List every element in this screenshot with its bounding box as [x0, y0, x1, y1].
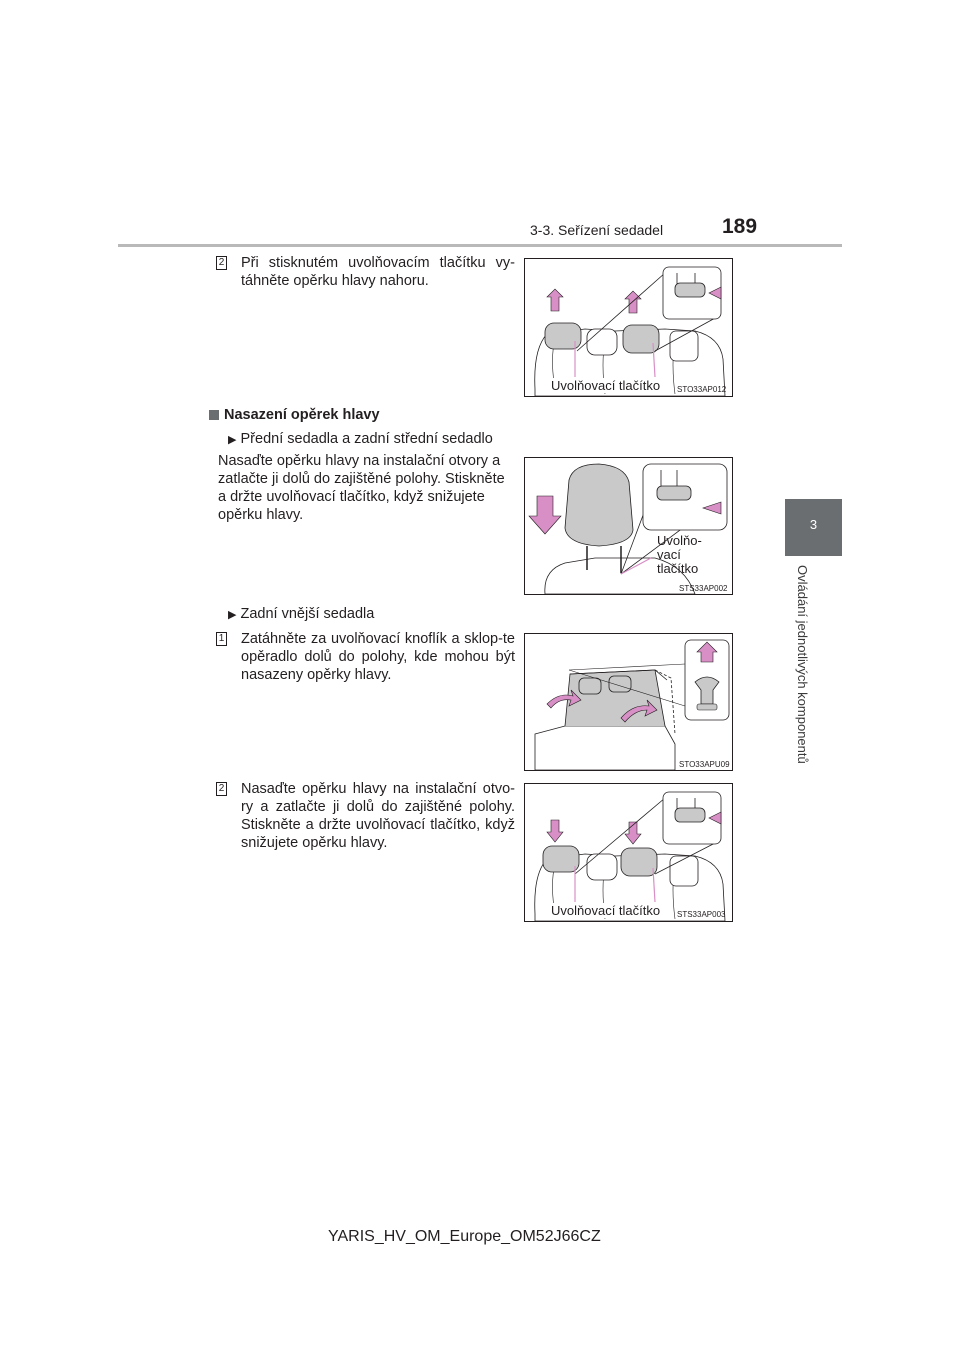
figure-caption: Uvolňovací tlačítko — [551, 903, 661, 918]
step-number-box: 2 — [216, 782, 227, 796]
step-text: Zatáhněte za uvolňovací knoflík a sklop-te opěradlo dolů do polohy, kde mohou být nasazeny opěrky hlavy. — [241, 631, 515, 683]
square-bullet-icon — [209, 410, 219, 420]
section-heading — [209, 407, 380, 423]
chapter-tab — [785, 499, 842, 556]
bullet-rear-seats — [228, 605, 374, 624]
triangle-bullet-icon: ▶ — [228, 434, 237, 446]
step-text: Při stisknutém uvolňovacím tlačítku vy-táhněte opěrku hlavy nahoru. — [241, 255, 515, 289]
figure-front-seat-install — [524, 457, 733, 595]
section-title: 3-3. Seřízení sedadel — [530, 222, 664, 238]
figure-code: STS33AP002 — [679, 584, 728, 593]
page-number: 189 — [722, 215, 758, 238]
figure-rear-seat-fold — [524, 633, 733, 771]
triangle-bullet-icon: ▶ — [228, 609, 237, 621]
figure-caption — [657, 534, 702, 576]
front-seats-text: Nasaďte opěrku hlavy na instalační otvory a zatlačte ji dolů do zajištěné polohy. Stiskněte a držte uvolňovací tlačítko, když snižujete opěrku hlavy. — [218, 453, 505, 523]
figure-headrest-install — [524, 783, 733, 922]
figure-code: STO33APU09 — [679, 760, 730, 769]
caption-line: Uvolňo- — [657, 533, 702, 548]
bullet-front-seats — [228, 430, 493, 449]
step-text: Nasaďte opěrku hlavy na instalační otvo-ry a zatlačte ji dolů do zajištěné polohy. Stiskněte a držte uvolňovací tlačítko, když snižujete opěrku hlavy. — [241, 781, 515, 851]
bullet-text: Zadní vnější sedadla — [240, 606, 375, 622]
chapter-number: 3 — [809, 517, 818, 532]
heading-text: Nasazení opěrek hlavy — [224, 407, 380, 423]
header-rule — [118, 244, 842, 247]
chapter-title: Ovládání jednotlivých komponentů — [795, 565, 810, 764]
caption-line: vací — [657, 547, 681, 562]
figure-caption: Uvolňovací tlačítko — [551, 378, 661, 393]
figure-code: STO33AP012 — [677, 385, 727, 394]
seat-illustration — [525, 259, 732, 396]
bullet-text: Přední sedadla a zadní střední sedadlo — [240, 431, 493, 447]
step-number-box: 2 — [216, 256, 227, 270]
figure-headrest-removal — [524, 258, 733, 397]
caption-line: tlačítko — [657, 561, 699, 576]
seat-illustration — [525, 784, 732, 921]
figure-code: STS33AP003 — [677, 910, 726, 919]
document-id: YARIS_HV_OM_Europe_OM52J66CZ — [328, 1228, 601, 1245]
seat-illustration — [525, 634, 732, 770]
step-number-box: 1 — [216, 632, 227, 646]
